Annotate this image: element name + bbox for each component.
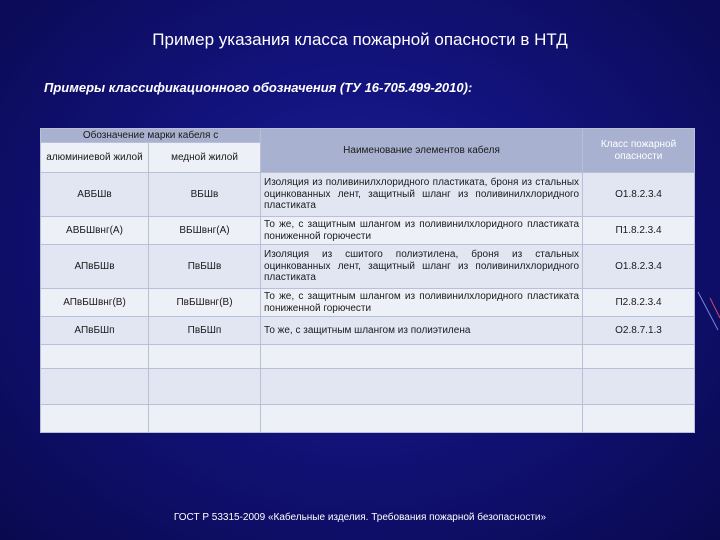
empty-table-row (41, 369, 695, 405)
copper-mark-cell: ПвБШв (149, 245, 261, 289)
element-name-header: Наименование элементов кабеля (261, 129, 583, 173)
element-name-cell: То же, с защитным шлангом из полиэтилена (261, 317, 583, 345)
aluminum-mark-cell: АПвБШв (41, 245, 149, 289)
fire-class-cell: О2.8.7.1.3 (583, 317, 695, 345)
table-row (41, 217, 695, 245)
empty-cell (149, 405, 261, 433)
empty-table-row (41, 345, 695, 369)
fire-class-header: Класс пожарной опасности (583, 129, 695, 173)
aluminum-mark-cell: АВБШв (41, 173, 149, 217)
table-row (41, 317, 695, 345)
fire-class-cell: О1.8.2.3.4 (583, 245, 695, 289)
copper-header: медной жилой (149, 143, 261, 173)
empty-cell (261, 369, 583, 405)
empty-cell (583, 405, 695, 433)
empty-cell (41, 405, 149, 433)
aluminum-mark-cell: АВБШвнг(А) (41, 217, 149, 245)
marking-header: Обозначение марки кабеля с (41, 129, 261, 143)
cable-classification-table (40, 128, 695, 433)
copper-mark-cell: ПвБШвнг(В) (149, 289, 261, 317)
fire-class-cell: П2.8.2.3.4 (583, 289, 695, 317)
aluminum-mark-cell: АПвБШвнг(В) (41, 289, 149, 317)
element-name-cell: То же, с защитным шлангом из поливинилхлоридного пластиката пониженной горючести (261, 289, 583, 317)
slide-title: Пример указания класса пожарной опасности в НТД (152, 30, 568, 49)
empty-cell (261, 345, 583, 369)
empty-cell (41, 369, 149, 405)
fire-class-cell: П1.8.2.3.4 (583, 217, 695, 245)
empty-table-row (41, 405, 695, 433)
table-row (41, 289, 695, 317)
slide-subtitle: Примеры классификационного обозначения (ТУ 16-705.499-2010): (44, 80, 473, 95)
empty-cell (583, 369, 695, 405)
table-row (41, 245, 695, 289)
empty-cell (261, 405, 583, 433)
empty-cell (149, 345, 261, 369)
empty-cell (149, 369, 261, 405)
aluminum-mark-cell: АПвБШп (41, 317, 149, 345)
empty-cell (583, 345, 695, 369)
copper-mark-cell: ВБШвнг(А) (149, 217, 261, 245)
table-row (41, 173, 695, 217)
empty-cell (41, 345, 149, 369)
aluminum-header: алюминиевой жилой (41, 143, 149, 173)
copper-mark-cell: ВБШв (149, 173, 261, 217)
decorative-line (696, 290, 720, 350)
element-name-cell: Изоляция из сшитого полиэтилена, броня из стальных оцинкованных лент, защитный шланг из поливинилхлоридного пластиката (261, 245, 583, 289)
element-name-cell: То же, с защитным шлангом из поливинилхлоридного пластиката пониженной горючести (261, 217, 583, 245)
fire-class-cell: О1.8.2.3.4 (583, 173, 695, 217)
element-name-cell: Изоляция из поливинилхлоридного пластиката, броня из стальных оцинкованных лент, защитный шланг из поливинилхлоридного пластиката (261, 173, 583, 217)
copper-mark-cell: ПвБШп (149, 317, 261, 345)
footer-reference: ГОСТ Р 53315-2009 «Кабельные изделия. Требования пожарной безопасности» (173, 512, 547, 523)
